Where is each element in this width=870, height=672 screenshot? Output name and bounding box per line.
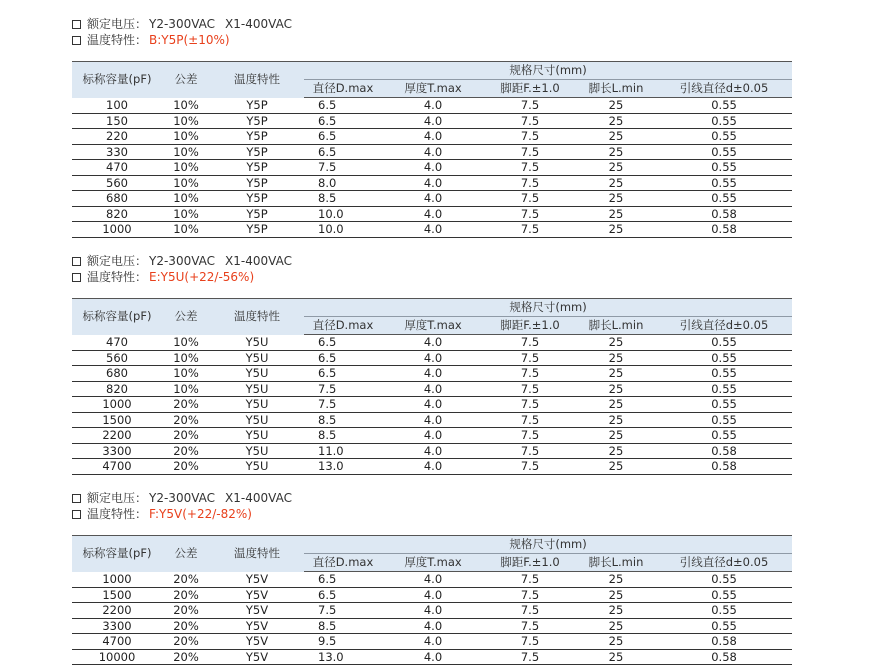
diameter-cell: 13.0 <box>304 649 382 665</box>
temp-characteristic-label: 温度特性： <box>87 507 148 521</box>
temp-char-cell: Y5P <box>210 191 304 207</box>
tolerance-cell: 10% <box>162 175 210 191</box>
thickness-cell: 4.0 <box>382 412 484 428</box>
temp-char-cell: Y5P <box>210 160 304 176</box>
temp-char-cell: Y5U <box>210 443 304 459</box>
thickness-cell: 4.0 <box>382 634 484 650</box>
spec-table <box>72 298 792 475</box>
checkbox-icon[interactable] <box>72 36 81 45</box>
table-row <box>72 113 792 129</box>
lead-length-cell: 25 <box>576 113 656 129</box>
lead-diameter-cell: 0.55 <box>656 572 792 588</box>
lead-length-cell: 25 <box>576 350 656 366</box>
table-row <box>72 191 792 207</box>
col-thickness-header: 厚度T.max <box>382 554 484 572</box>
col-diameter-header: 直径D.max <box>304 80 382 98</box>
capacitance-cell: 4700 <box>72 459 162 475</box>
table-header-row <box>72 62 792 80</box>
temp-char-cell: Y5P <box>210 144 304 160</box>
col-temp-char-header: 温度特性 <box>210 299 304 335</box>
col-dimensions-header: 规格尺寸(mm) <box>304 299 792 317</box>
col-capacitance-header: 标称容量(pF) <box>72 62 162 98</box>
table-header-row <box>72 299 792 317</box>
col-thickness-header: 厚度T.max <box>382 317 484 335</box>
pitch-cell: 7.5 <box>484 222 576 238</box>
capacitance-cell: 1000 <box>72 222 162 238</box>
thickness-cell: 4.0 <box>382 350 484 366</box>
checkbox-icon[interactable] <box>72 273 81 282</box>
pitch-cell: 7.5 <box>484 572 576 588</box>
temp-characteristic-label: 温度特性： <box>87 33 148 47</box>
col-pitch-header: 脚距F.±1.0 <box>484 317 576 335</box>
thickness-cell: 4.0 <box>382 335 484 351</box>
lead-diameter-cell: 0.55 <box>656 191 792 207</box>
col-capacitance-header: 标称容量(pF) <box>72 299 162 335</box>
lead-length-cell: 25 <box>576 381 656 397</box>
tolerance-cell: 20% <box>162 572 210 588</box>
capacitance-cell: 680 <box>72 366 162 382</box>
table-row <box>72 144 792 160</box>
lead-diameter-cell: 0.55 <box>656 587 792 603</box>
rated-voltage-label: 额定电压： <box>87 254 148 268</box>
temp-characteristic-line <box>72 269 792 285</box>
pitch-cell: 7.5 <box>484 144 576 160</box>
temp-char-cell: Y5P <box>210 206 304 222</box>
pitch-cell: 7.5 <box>484 350 576 366</box>
lead-diameter-cell: 0.55 <box>656 366 792 382</box>
tolerance-cell: 10% <box>162 366 210 382</box>
checkbox-icon[interactable] <box>72 257 81 266</box>
thickness-cell: 4.0 <box>382 649 484 665</box>
capacitance-cell: 2200 <box>72 428 162 444</box>
diameter-cell: 6.5 <box>304 572 382 588</box>
rated-voltage-label: 额定电压： <box>87 491 148 505</box>
col-lead-length-header: 脚长L.min <box>576 317 656 335</box>
diameter-cell: 6.5 <box>304 98 382 114</box>
rated-voltage-line <box>72 490 792 506</box>
lead-diameter-cell: 0.58 <box>656 206 792 222</box>
capacitance-cell: 560 <box>72 175 162 191</box>
lead-length-cell: 25 <box>576 459 656 475</box>
diameter-cell: 11.0 <box>304 443 382 459</box>
lead-diameter-cell: 0.55 <box>656 412 792 428</box>
tolerance-cell: 20% <box>162 634 210 650</box>
rated-voltage-x1: X1-400VAC <box>225 17 292 31</box>
table-row <box>72 175 792 191</box>
capacitance-cell: 820 <box>72 381 162 397</box>
capacitance-cell: 680 <box>72 191 162 207</box>
temp-characteristic-value: F:Y5V(+22/-82%) <box>149 507 252 521</box>
pitch-cell: 7.5 <box>484 428 576 444</box>
thickness-cell: 4.0 <box>382 191 484 207</box>
diameter-cell: 6.5 <box>304 587 382 603</box>
col-thickness-header: 厚度T.max <box>382 80 484 98</box>
pitch-cell: 7.5 <box>484 618 576 634</box>
temp-char-cell: Y5V <box>210 618 304 634</box>
pitch-cell: 7.5 <box>484 397 576 413</box>
diameter-cell: 13.0 <box>304 459 382 475</box>
lead-diameter-cell: 0.55 <box>656 428 792 444</box>
col-lead-diameter-header: 引线直径d±0.05 <box>656 554 792 572</box>
temp-char-cell: Y5P <box>210 222 304 238</box>
col-pitch-header: 脚距F.±1.0 <box>484 554 576 572</box>
temp-char-cell: Y5U <box>210 459 304 475</box>
capacitance-cell: 470 <box>72 160 162 176</box>
tolerance-cell: 10% <box>162 144 210 160</box>
col-dimensions-header: 规格尺寸(mm) <box>304 536 792 554</box>
diameter-cell: 6.5 <box>304 144 382 160</box>
table-row <box>72 618 792 634</box>
lead-diameter-cell: 0.55 <box>656 381 792 397</box>
diameter-cell: 8.0 <box>304 175 382 191</box>
diameter-cell: 7.5 <box>304 160 382 176</box>
pitch-cell: 7.5 <box>484 335 576 351</box>
lead-length-cell: 25 <box>576 335 656 351</box>
col-pitch-header: 脚距F.±1.0 <box>484 80 576 98</box>
checkbox-icon[interactable] <box>72 20 81 29</box>
table-row <box>72 412 792 428</box>
pitch-cell: 7.5 <box>484 443 576 459</box>
temp-char-cell: Y5U <box>210 335 304 351</box>
diameter-cell: 8.5 <box>304 428 382 444</box>
temp-characteristic-value: E:Y5U(+22/-56%) <box>149 270 255 284</box>
pitch-cell: 7.5 <box>484 191 576 207</box>
table-row <box>72 206 792 222</box>
lead-length-cell: 25 <box>576 634 656 650</box>
lead-length-cell: 25 <box>576 129 656 145</box>
lead-length-cell: 25 <box>576 160 656 176</box>
tolerance-cell: 20% <box>162 618 210 634</box>
tolerance-cell: 10% <box>162 335 210 351</box>
table-row <box>72 160 792 176</box>
table-row <box>72 572 792 588</box>
lead-diameter-cell: 0.58 <box>656 443 792 459</box>
col-dimensions-header: 规格尺寸(mm) <box>304 62 792 80</box>
rated-voltage-y2: Y2-300VAC <box>149 254 216 268</box>
temp-char-cell: Y5V <box>210 634 304 650</box>
col-tolerance-header: 公差 <box>162 536 210 572</box>
diameter-cell: 6.5 <box>304 366 382 382</box>
lead-length-cell: 25 <box>576 98 656 114</box>
lead-length-cell: 25 <box>576 412 656 428</box>
capacitance-cell: 1500 <box>72 412 162 428</box>
thickness-cell: 4.0 <box>382 572 484 588</box>
diameter-cell: 6.5 <box>304 335 382 351</box>
table-row <box>72 459 792 475</box>
temp-char-cell: Y5P <box>210 175 304 191</box>
capacitance-cell: 220 <box>72 129 162 145</box>
capacitance-cell: 2200 <box>72 603 162 619</box>
pitch-cell: 7.5 <box>484 175 576 191</box>
table-row <box>72 222 792 238</box>
capacitance-cell: 820 <box>72 206 162 222</box>
diameter-cell: 8.5 <box>304 412 382 428</box>
capacitance-cell: 330 <box>72 144 162 160</box>
table-row <box>72 587 792 603</box>
table-row <box>72 603 792 619</box>
lead-diameter-cell: 0.55 <box>656 335 792 351</box>
spec-table <box>72 61 792 238</box>
pitch-cell: 7.5 <box>484 129 576 145</box>
diameter-cell: 10.0 <box>304 222 382 238</box>
capacitance-cell: 1000 <box>72 397 162 413</box>
col-diameter-header: 直径D.max <box>304 317 382 335</box>
thickness-cell: 4.0 <box>382 366 484 382</box>
temp-characteristic-label: 温度特性： <box>87 270 148 284</box>
thickness-cell: 4.0 <box>382 144 484 160</box>
table-row <box>72 366 792 382</box>
diameter-cell: 7.5 <box>304 381 382 397</box>
temp-char-cell: Y5V <box>210 649 304 665</box>
tolerance-cell: 10% <box>162 191 210 207</box>
tolerance-cell: 10% <box>162 113 210 129</box>
tolerance-cell: 10% <box>162 129 210 145</box>
table-row <box>72 129 792 145</box>
capacitance-cell: 150 <box>72 113 162 129</box>
lead-diameter-cell: 0.58 <box>656 649 792 665</box>
temp-char-cell: Y5U <box>210 381 304 397</box>
rated-voltage-line <box>72 16 792 32</box>
table-row <box>72 335 792 351</box>
temp-char-cell: Y5V <box>210 603 304 619</box>
col-tolerance-header: 公差 <box>162 299 210 335</box>
capacitance-cell: 3300 <box>72 443 162 459</box>
thickness-cell: 4.0 <box>382 397 484 413</box>
thickness-cell: 4.0 <box>382 443 484 459</box>
lead-length-cell: 25 <box>576 572 656 588</box>
rated-voltage-x1: X1-400VAC <box>225 491 292 505</box>
temp-char-cell: Y5U <box>210 366 304 382</box>
tolerance-cell: 20% <box>162 587 210 603</box>
checkbox-icon[interactable] <box>72 510 81 519</box>
thickness-cell: 4.0 <box>382 603 484 619</box>
table-header-row <box>72 536 792 554</box>
lead-length-cell: 25 <box>576 366 656 382</box>
thickness-cell: 4.0 <box>382 459 484 475</box>
lead-diameter-cell: 0.55 <box>656 113 792 129</box>
table-row <box>72 381 792 397</box>
diameter-cell: 6.5 <box>304 113 382 129</box>
spec-table <box>72 535 792 665</box>
tolerance-cell: 10% <box>162 222 210 238</box>
tolerance-cell: 10% <box>162 350 210 366</box>
col-lead-diameter-header: 引线直径d±0.05 <box>656 80 792 98</box>
col-temp-char-header: 温度特性 <box>210 62 304 98</box>
temp-char-cell: Y5P <box>210 113 304 129</box>
capacitance-cell: 3300 <box>72 618 162 634</box>
lead-length-cell: 25 <box>576 191 656 207</box>
rated-voltage-line <box>72 253 792 269</box>
lead-diameter-cell: 0.55 <box>656 144 792 160</box>
lead-diameter-cell: 0.55 <box>656 129 792 145</box>
lead-diameter-cell: 0.55 <box>656 350 792 366</box>
thickness-cell: 4.0 <box>382 129 484 145</box>
rated-voltage-y2: Y2-300VAC <box>149 17 216 31</box>
rated-voltage-y2: Y2-300VAC <box>149 491 216 505</box>
tolerance-cell: 20% <box>162 603 210 619</box>
diameter-cell: 8.5 <box>304 618 382 634</box>
tolerance-cell: 10% <box>162 160 210 176</box>
checkbox-icon[interactable] <box>72 494 81 503</box>
lead-diameter-cell: 0.58 <box>656 634 792 650</box>
tolerance-cell: 10% <box>162 206 210 222</box>
capacitance-cell: 560 <box>72 350 162 366</box>
lead-length-cell: 25 <box>576 206 656 222</box>
lead-diameter-cell: 0.55 <box>656 618 792 634</box>
diameter-cell: 9.5 <box>304 634 382 650</box>
thickness-cell: 4.0 <box>382 428 484 444</box>
pitch-cell: 7.5 <box>484 603 576 619</box>
tolerance-cell: 10% <box>162 98 210 114</box>
pitch-cell: 7.5 <box>484 634 576 650</box>
thickness-cell: 4.0 <box>382 222 484 238</box>
thickness-cell: 4.0 <box>382 618 484 634</box>
lead-length-cell: 25 <box>576 649 656 665</box>
thickness-cell: 4.0 <box>382 113 484 129</box>
temp-char-cell: Y5U <box>210 397 304 413</box>
temp-char-cell: Y5U <box>210 428 304 444</box>
lead-length-cell: 25 <box>576 428 656 444</box>
pitch-cell: 7.5 <box>484 649 576 665</box>
diameter-cell: 6.5 <box>304 350 382 366</box>
lead-length-cell: 25 <box>576 443 656 459</box>
thickness-cell: 4.0 <box>382 175 484 191</box>
table-row <box>72 350 792 366</box>
col-lead-diameter-header: 引线直径d±0.05 <box>656 317 792 335</box>
col-diameter-header: 直径D.max <box>304 554 382 572</box>
col-temp-char-header: 温度特性 <box>210 536 304 572</box>
tolerance-cell: 20% <box>162 649 210 665</box>
capacitance-cell: 4700 <box>72 634 162 650</box>
tolerance-cell: 20% <box>162 397 210 413</box>
tolerance-cell: 20% <box>162 428 210 444</box>
col-lead-length-header: 脚长L.min <box>576 80 656 98</box>
col-tolerance-header: 公差 <box>162 62 210 98</box>
diameter-cell: 6.5 <box>304 129 382 145</box>
thickness-cell: 4.0 <box>382 381 484 397</box>
col-lead-length-header: 脚长L.min <box>576 554 656 572</box>
diameter-cell: 7.5 <box>304 397 382 413</box>
table-row <box>72 98 792 114</box>
lead-diameter-cell: 0.58 <box>656 222 792 238</box>
pitch-cell: 7.5 <box>484 98 576 114</box>
lead-diameter-cell: 0.55 <box>656 160 792 176</box>
diameter-cell: 10.0 <box>304 206 382 222</box>
spec-section-2 <box>72 253 792 475</box>
tolerance-cell: 10% <box>162 381 210 397</box>
table-row <box>72 634 792 650</box>
pitch-cell: 7.5 <box>484 459 576 475</box>
temp-char-cell: Y5V <box>210 587 304 603</box>
lead-diameter-cell: 0.55 <box>656 397 792 413</box>
capacitance-cell: 1500 <box>72 587 162 603</box>
tolerance-cell: 20% <box>162 459 210 475</box>
thickness-cell: 4.0 <box>382 98 484 114</box>
temp-char-cell: Y5U <box>210 350 304 366</box>
pitch-cell: 7.5 <box>484 412 576 428</box>
temp-char-cell: Y5V <box>210 572 304 588</box>
lead-diameter-cell: 0.55 <box>656 175 792 191</box>
temp-characteristic-line <box>72 32 792 48</box>
capacitance-cell: 1000 <box>72 572 162 588</box>
tolerance-cell: 20% <box>162 443 210 459</box>
temp-char-cell: Y5U <box>210 412 304 428</box>
lead-length-cell: 25 <box>576 144 656 160</box>
diameter-cell: 8.5 <box>304 191 382 207</box>
lead-length-cell: 25 <box>576 397 656 413</box>
rated-voltage-x1: X1-400VAC <box>225 254 292 268</box>
tolerance-cell: 20% <box>162 412 210 428</box>
temp-characteristic-value: B:Y5P(±10%) <box>149 33 230 47</box>
temp-characteristic-line <box>72 506 792 522</box>
diameter-cell: 7.5 <box>304 603 382 619</box>
lead-diameter-cell: 0.55 <box>656 603 792 619</box>
spec-section-3 <box>72 490 792 665</box>
table-row <box>72 649 792 665</box>
capacitance-cell: 100 <box>72 98 162 114</box>
table-row <box>72 428 792 444</box>
temp-char-cell: Y5P <box>210 129 304 145</box>
lead-diameter-cell: 0.58 <box>656 459 792 475</box>
pitch-cell: 7.5 <box>484 381 576 397</box>
thickness-cell: 4.0 <box>382 587 484 603</box>
capacitance-cell: 10000 <box>72 649 162 665</box>
rated-voltage-label: 额定电压： <box>87 17 148 31</box>
table-row <box>72 443 792 459</box>
lead-length-cell: 25 <box>576 618 656 634</box>
pitch-cell: 7.5 <box>484 113 576 129</box>
lead-length-cell: 25 <box>576 603 656 619</box>
lead-length-cell: 25 <box>576 222 656 238</box>
spec-section-1 <box>72 16 792 238</box>
thickness-cell: 4.0 <box>382 160 484 176</box>
capacitance-cell: 470 <box>72 335 162 351</box>
lead-length-cell: 25 <box>576 587 656 603</box>
pitch-cell: 7.5 <box>484 587 576 603</box>
table-row <box>72 397 792 413</box>
col-capacitance-header: 标称容量(pF) <box>72 536 162 572</box>
thickness-cell: 4.0 <box>382 206 484 222</box>
lead-diameter-cell: 0.55 <box>656 98 792 114</box>
pitch-cell: 7.5 <box>484 160 576 176</box>
pitch-cell: 7.5 <box>484 206 576 222</box>
lead-length-cell: 25 <box>576 175 656 191</box>
pitch-cell: 7.5 <box>484 366 576 382</box>
temp-char-cell: Y5P <box>210 98 304 114</box>
